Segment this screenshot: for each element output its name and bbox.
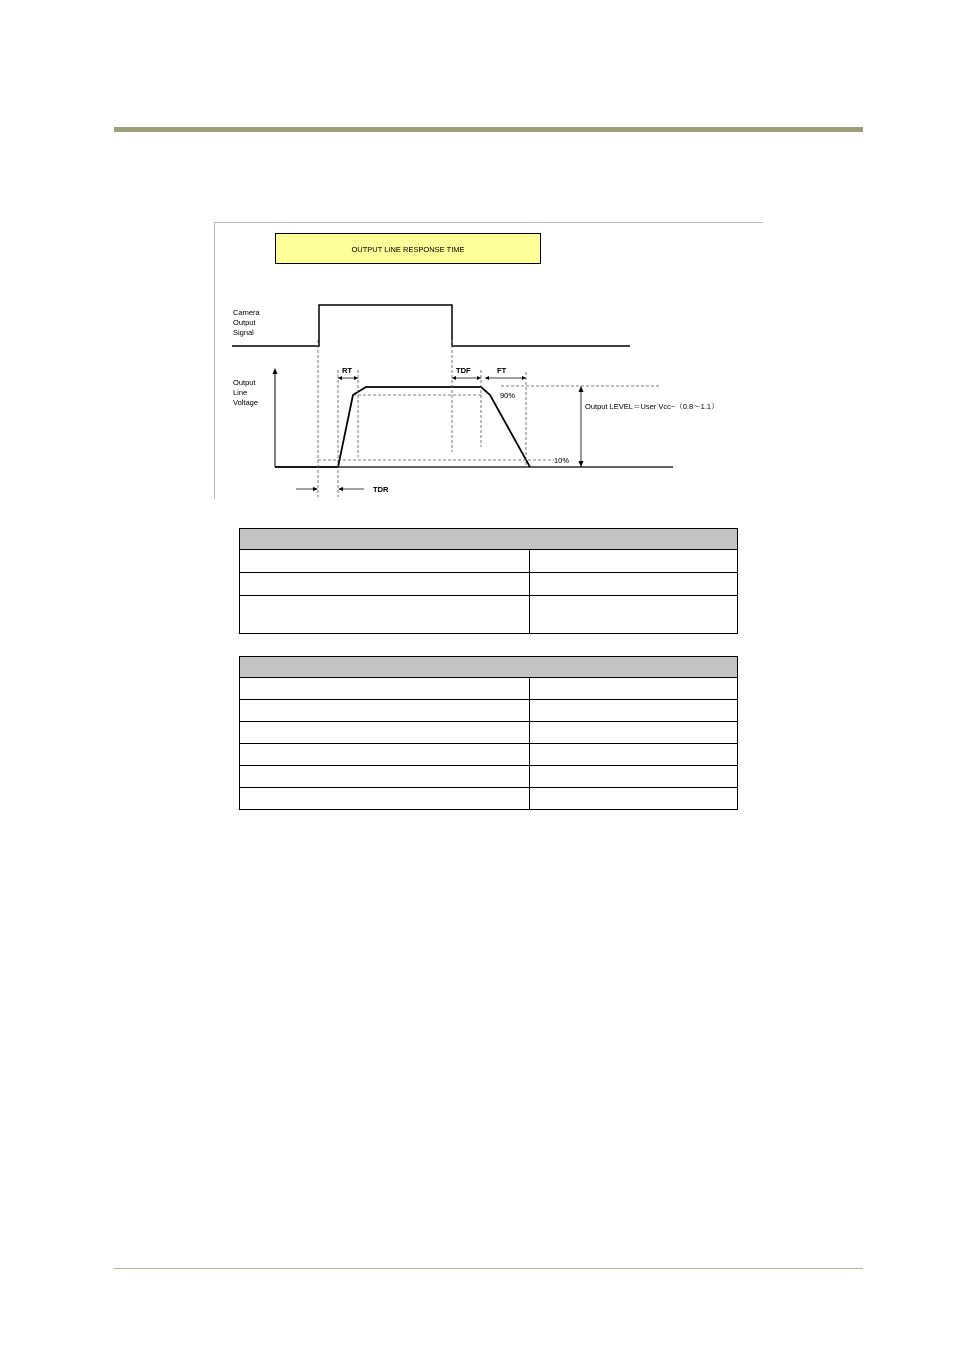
- table-row: [240, 700, 738, 722]
- output-level-label: Output LEVEL＝User Vcc−（0.8〜1.1）: [585, 402, 719, 411]
- table-row: [240, 744, 738, 766]
- output-line-response-diagram: [214, 222, 763, 499]
- output-line-voltage-waveform: [275, 387, 530, 467]
- dashed-guides: [318, 340, 659, 497]
- table-row: [240, 766, 738, 788]
- camera-signal-label-2: Output: [233, 318, 256, 327]
- spec-table-2-header: [240, 657, 738, 678]
- line-voltage-label-1: Output: [233, 378, 256, 387]
- table-row: [240, 788, 738, 810]
- table-cell: [530, 596, 738, 634]
- pct-low-label: 10%: [554, 456, 570, 465]
- line-voltage-label-3: Voltage: [233, 398, 259, 407]
- table-row: [240, 678, 738, 700]
- table-cell: [530, 678, 738, 700]
- table-cell: [240, 596, 530, 634]
- camera-signal-label-1: Camera: [233, 308, 260, 317]
- table-cell: [530, 744, 738, 766]
- table-cell: [240, 766, 530, 788]
- tdf-label: TDF: [456, 366, 471, 375]
- table-cell: [530, 788, 738, 810]
- table-cell: [530, 573, 738, 596]
- table-row: [240, 550, 738, 573]
- pct-high-label: 90%: [500, 391, 516, 400]
- table-cell: [240, 722, 530, 744]
- header-rule: [114, 127, 863, 132]
- voltage-axis-arrowhead: [273, 368, 278, 374]
- spec-table-1-header: [240, 529, 738, 550]
- table-cell: [530, 700, 738, 722]
- table-cell: [240, 744, 530, 766]
- table-cell: [240, 700, 530, 722]
- timing-diagram-svg: [214, 222, 763, 499]
- footer-rule: [114, 1268, 863, 1269]
- table-cell: [240, 573, 530, 596]
- table-row: [240, 573, 738, 596]
- spec-table-2: [239, 656, 738, 810]
- table-row: [240, 722, 738, 744]
- table-cell: [240, 678, 530, 700]
- ft-label: FT: [497, 366, 507, 375]
- tdr-label: TDR: [373, 485, 389, 494]
- rt-label: RT: [342, 366, 352, 375]
- table-cell: [530, 766, 738, 788]
- line-voltage-label-2: Line: [233, 388, 248, 397]
- table-cell: [530, 550, 738, 573]
- table-cell: [240, 788, 530, 810]
- spec-table-1: [239, 528, 738, 634]
- camera-output-signal-waveform: [232, 305, 630, 346]
- camera-signal-label-3: Signal: [233, 328, 254, 337]
- table-cell: [240, 550, 530, 573]
- diagram-title: OUTPUT LINE RESPONSE TIME: [351, 245, 465, 254]
- table-cell: [530, 722, 738, 744]
- table-row: [240, 596, 738, 634]
